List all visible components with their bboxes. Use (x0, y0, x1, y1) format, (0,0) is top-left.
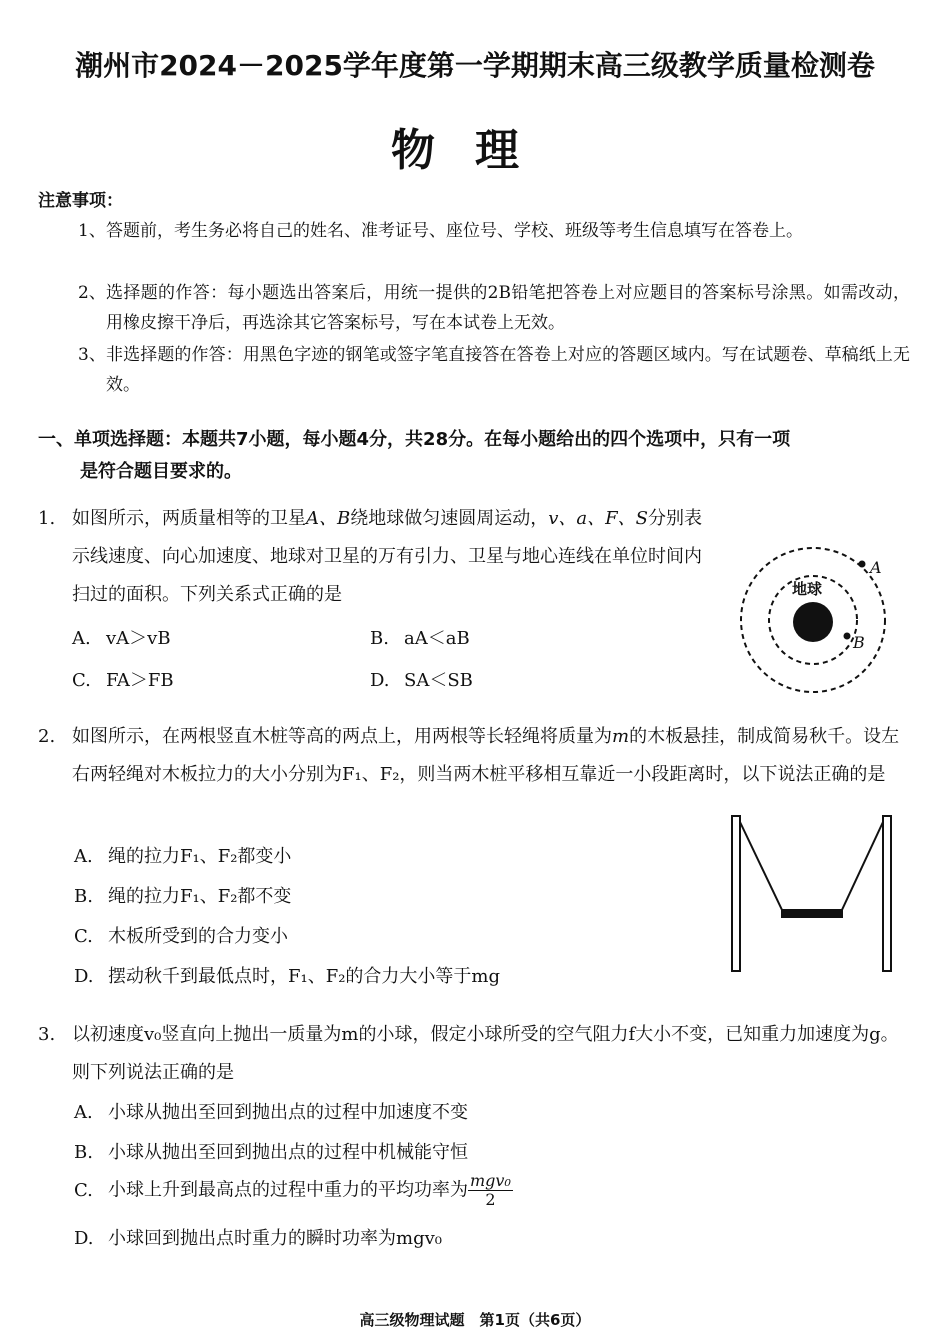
swing-diagram (725, 812, 900, 977)
question-2-text (38, 718, 913, 794)
option-label: B. (74, 1142, 93, 1163)
option-label: C. (72, 670, 91, 691)
option-label: D. (370, 670, 390, 691)
satellite-b-label: B (853, 633, 865, 652)
option-text: 小球从抛出至回到抛出点的过程中加速度不变 (108, 1102, 468, 1123)
quantity-vars: v、a、F、S (548, 508, 648, 529)
option-label: A. (74, 846, 93, 867)
notice-heading: 注意事项： (38, 191, 123, 211)
notice-item-num: 1、 (78, 221, 106, 241)
question-1-text (38, 500, 708, 614)
question-number: 1. (38, 508, 56, 529)
right-rope (841, 822, 883, 912)
earth-disc (793, 602, 833, 642)
option-label: D. (74, 966, 94, 987)
q3-option-d (74, 1224, 442, 1250)
stem-part: 如图所示，在两根竖直木桩等高的两点上，用两根等长轻绳将质量为 (72, 726, 612, 747)
q1-option-d (370, 666, 473, 692)
stem-part: 绕地球做匀速圆周运动， (350, 508, 549, 529)
subject-title: 物理 (391, 125, 559, 176)
q3-option-c (74, 1172, 513, 1209)
orbit-diagram (735, 540, 895, 700)
q1-option-b (370, 624, 470, 650)
option-label: C. (74, 1179, 93, 1201)
satellite-vars: A、B (306, 508, 351, 529)
question-number: 2. (38, 726, 56, 747)
section-heading-line2: 是符合题目要求的。 (80, 461, 242, 482)
fraction-denominator: 2 (485, 1190, 496, 1209)
option-text: vA＞vB (106, 628, 171, 649)
option-text: FA＞FB (106, 670, 174, 691)
left-post (732, 816, 740, 971)
notice-item-text: 选择题的作答：每小题选出答案后，用统一提供的2B铅笔把答卷上对应题目的答案标号涂黑。如需改动，用橡皮擦干净后，再选涂其它答案标号，写在本试卷上无效。 (106, 283, 910, 333)
notice-item-num: 3、 (78, 345, 106, 365)
q2-option-a (74, 842, 291, 868)
notice-item-2 (78, 278, 910, 338)
left-rope (740, 822, 783, 912)
question-3-text: 以初速度v₀竖直向上抛出一质量为m的小球，假定小球所受的空气阻力f大小不变，已知重力加速度为g。则下列说法正确的是 (72, 1024, 899, 1083)
q2-option-b (74, 882, 291, 908)
q3-option-b (74, 1138, 468, 1164)
option-text: aA＜aB (404, 628, 470, 649)
section-heading (38, 424, 918, 488)
q2-option-d (74, 962, 500, 988)
option-text: SA＜SB (404, 670, 473, 691)
satellite-a (859, 561, 866, 568)
question-number: 3. (38, 1024, 56, 1045)
option-text: 绳的拉力F₁、F₂都不变 (108, 886, 292, 907)
fraction (468, 1172, 513, 1209)
notice-item-1 (78, 216, 910, 246)
q3-option-a (74, 1098, 468, 1124)
q1-option-c (72, 666, 174, 692)
option-label: B. (74, 886, 93, 907)
option-text: 木板所受到的合力变小 (108, 926, 288, 947)
satellite-b (844, 633, 851, 640)
option-text: 小球上升到最高点的过程中重力的平均功率为 (108, 1179, 468, 1201)
satellite-a-label: A (870, 558, 882, 577)
page-footer: 高三级物理试题 第1页（共6页） (359, 1311, 591, 1329)
q1-option-a (72, 624, 171, 650)
notice-item-num: 2、 (78, 283, 106, 303)
option-text: 小球回到抛出点时重力的瞬时功率为mgv₀ (108, 1228, 442, 1249)
option-text: 绳的拉力F₁、F₂都变小 (108, 846, 292, 867)
option-label: A. (72, 628, 91, 649)
option-label: D. (74, 1228, 94, 1249)
option-label: A. (74, 1102, 93, 1123)
swing-board (781, 909, 843, 918)
mass-var: m (612, 726, 630, 747)
question-1-stem (38, 500, 708, 614)
question-3-stem (38, 1016, 913, 1092)
option-text: 小球从抛出至回到抛出点的过程中机械能守恒 (108, 1142, 468, 1163)
earth-label: 地球 (792, 580, 823, 598)
option-text: 摆动秋千到最低点时，F₁、F₂的合力大小等于mg (108, 966, 500, 987)
exam-title: 潮州市2024－2025学年度第一学期期末高三级教学质量检测卷 (75, 49, 875, 82)
notice-item-3 (78, 340, 910, 400)
option-label: C. (74, 926, 93, 947)
q2-option-c (74, 922, 288, 948)
fraction-numerator: mgv₀ (470, 1171, 511, 1190)
notice-item-text: 答题前，考生务必将自己的姓名、准考证号、座位号、学校、班级等考生信息填写在答卷上。 (106, 221, 803, 241)
stem-part: 如图所示，两质量相等的卫星 (72, 508, 306, 529)
stem-part: 的木板悬挂，制成简易秋千。设左右两轻绳对木板拉力的大小分别为F₁、F₂，则当两木桩平移相互靠近一小段距离时，以下说法正确的是 (72, 726, 900, 785)
question-2-stem (38, 718, 913, 794)
notice-item-text: 非选择题的作答：用黑色字迹的钢笔或签字笔直接答在答卷上对应的答题区域内。写在试题卷、草稿纸上无效。 (106, 345, 910, 395)
stem-part: 分别表示线速度、向心加速度、地球对卫星的万有引力、卫星与地心连线在单位时间内扫过的面积。下列关系式正确的是 (72, 508, 702, 605)
option-label: B. (370, 628, 389, 649)
right-post (883, 816, 891, 971)
section-heading-line1: 一、单项选择题：本题共7小题，每小题4分，共28分。在每小题给出的四个选项中，只有一项 (38, 429, 791, 450)
